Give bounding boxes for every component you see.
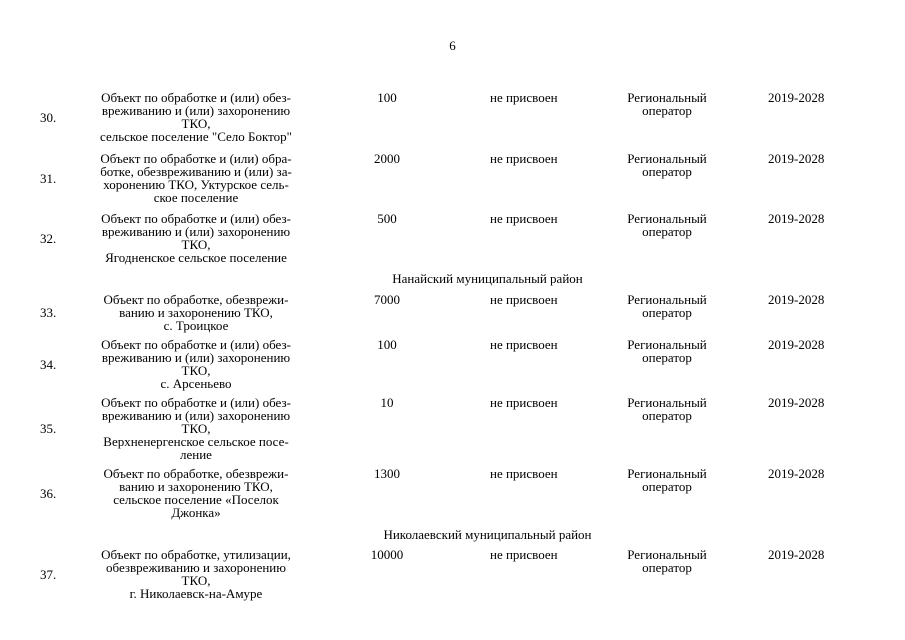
facility-name-line: Джонка» xyxy=(171,505,221,520)
facility-name-line: с. Арсеньево xyxy=(160,376,232,391)
row-number: 35. xyxy=(40,421,57,436)
facility-name xyxy=(78,212,314,264)
status-value: не присвоен xyxy=(490,337,558,352)
capacity-value: 10 xyxy=(380,395,394,410)
facility-name-line: Объект по обработке и (или) обез- xyxy=(101,337,291,352)
capacity-value: 10000 xyxy=(370,547,404,562)
facility-name-line: Объект по обработке, обезврежи- xyxy=(103,466,289,481)
operator-line: Региональный xyxy=(627,547,707,562)
operator-line: Региональный xyxy=(627,90,707,105)
row-number: 31. xyxy=(40,171,57,186)
operator-value xyxy=(612,91,722,117)
operator-line: оператор xyxy=(642,305,692,320)
district-heading xyxy=(0,272,905,285)
capacity-value: 1300 xyxy=(374,466,400,481)
operator-line: оператор xyxy=(642,103,692,118)
period-value: 2019-2028 xyxy=(768,211,825,226)
row-number: 33. xyxy=(40,305,57,320)
operator-line: Региональный xyxy=(627,466,707,481)
capacity-value: 100 xyxy=(377,90,397,105)
operator-line: оператор xyxy=(642,350,692,365)
status-value: не присвоен xyxy=(490,151,558,166)
capacity-value: 500 xyxy=(377,211,397,226)
facility-name xyxy=(78,467,314,519)
status-value: не присвоен xyxy=(490,211,558,226)
facility-name-line: хоронению ТКО, Уктурское сель- xyxy=(103,177,289,192)
facility-name-line: Верхненергенское сельское посе- xyxy=(103,434,289,449)
facility-name-line: Объект по обработке, утилизации, xyxy=(101,547,291,562)
facility-name-line: сельское поселение "Село Боктор" xyxy=(100,129,292,144)
facility-name-line: ТКО, xyxy=(181,116,211,131)
capacity-value: 2000 xyxy=(374,151,400,166)
district-heading-text: Нанайский муниципальный район xyxy=(392,271,583,286)
facility-name-line: обезвреживанию и захоронению xyxy=(106,560,286,575)
facility-name-line: ТКО, xyxy=(181,573,211,588)
facility-name xyxy=(78,396,314,461)
facility-name-line: вреживанию и (или) захоронению xyxy=(101,350,291,365)
operator-value xyxy=(612,338,722,364)
facility-name xyxy=(78,293,314,332)
operator-line: Региональный xyxy=(627,151,707,166)
facility-name-line: вреживанию и (или) захоронению xyxy=(101,224,291,239)
facility-name-line: с. Троицкое xyxy=(163,318,229,333)
facility-name-line: вреживанию и (или) захоронению xyxy=(101,408,291,423)
facility-name xyxy=(78,91,314,143)
period-value: 2019-2028 xyxy=(768,90,825,105)
facility-name-line: ТКО, xyxy=(181,363,211,378)
facility-name-line: ботке, обезвреживанию и (или) за- xyxy=(100,164,292,179)
operator-line: Региональный xyxy=(627,395,707,410)
operator-value xyxy=(612,293,722,319)
facility-name-line: Объект по обработке, обезврежи- xyxy=(103,292,289,307)
row-number: 37. xyxy=(40,567,57,582)
capacity-value: 7000 xyxy=(374,292,400,307)
period-value: 2019-2028 xyxy=(768,337,825,352)
operator-line: оператор xyxy=(642,408,692,423)
capacity-value: 100 xyxy=(377,337,397,352)
operator-line: оператор xyxy=(642,224,692,239)
facility-name-line: ление xyxy=(180,447,212,462)
status-value: не присвоен xyxy=(490,547,558,562)
facility-name-line: Объект по обработке и (или) обез- xyxy=(101,395,291,410)
operator-line: Региональный xyxy=(627,211,707,226)
operator-line: Региональный xyxy=(627,292,707,307)
operator-line: оператор xyxy=(642,164,692,179)
status-value: не присвоен xyxy=(490,395,558,410)
operator-value xyxy=(612,212,722,238)
facility-name-line: Объект по обработке и (или) обра- xyxy=(100,151,292,166)
facility-name-line: ское поселение xyxy=(153,190,239,205)
row-number: 30. xyxy=(40,110,57,125)
district-heading-text: Николаевский муниципальный район xyxy=(383,527,592,542)
facility-name-line: г. Николаевск-на-Амуре xyxy=(129,586,263,601)
facility-name-line: ТКО, xyxy=(181,421,211,436)
operator-value xyxy=(612,152,722,178)
period-value: 2019-2028 xyxy=(768,395,825,410)
facility-name xyxy=(78,338,314,390)
period-value: 2019-2028 xyxy=(768,292,825,307)
facility-name-line: Объект по обработке и (или) обез- xyxy=(101,90,291,105)
facility-name-line: ванию и захоронению ТКО, xyxy=(119,479,273,494)
facility-name xyxy=(78,152,314,204)
district-heading xyxy=(0,528,905,541)
row-number: 32. xyxy=(40,231,57,246)
operator-value xyxy=(612,548,722,574)
period-value: 2019-2028 xyxy=(768,466,825,481)
facility-name xyxy=(78,548,314,600)
status-value: не присвоен xyxy=(490,466,558,481)
status-value: не присвоен xyxy=(490,90,558,105)
period-value: 2019-2028 xyxy=(768,547,825,562)
facility-name-line: Ягодненское сельское поселение xyxy=(105,250,287,265)
facility-name-line: ТКО, xyxy=(181,237,211,252)
operator-value xyxy=(612,467,722,493)
row-number: 34. xyxy=(40,357,57,372)
facility-name-line: вреживанию и (или) захоронению xyxy=(101,103,291,118)
operator-value xyxy=(612,396,722,422)
period-value: 2019-2028 xyxy=(768,151,825,166)
page-number: 6 xyxy=(449,38,456,53)
facility-name-line: Объект по обработке и (или) обез- xyxy=(101,211,291,226)
operator-line: оператор xyxy=(642,479,692,494)
row-number: 36. xyxy=(40,486,57,501)
operator-line: оператор xyxy=(642,560,692,575)
facility-name-line: сельское поселение «Поселок xyxy=(113,492,279,507)
status-value: не присвоен xyxy=(490,292,558,307)
facility-name-line: ванию и захоронению ТКО, xyxy=(119,305,273,320)
operator-line: Региональный xyxy=(627,337,707,352)
